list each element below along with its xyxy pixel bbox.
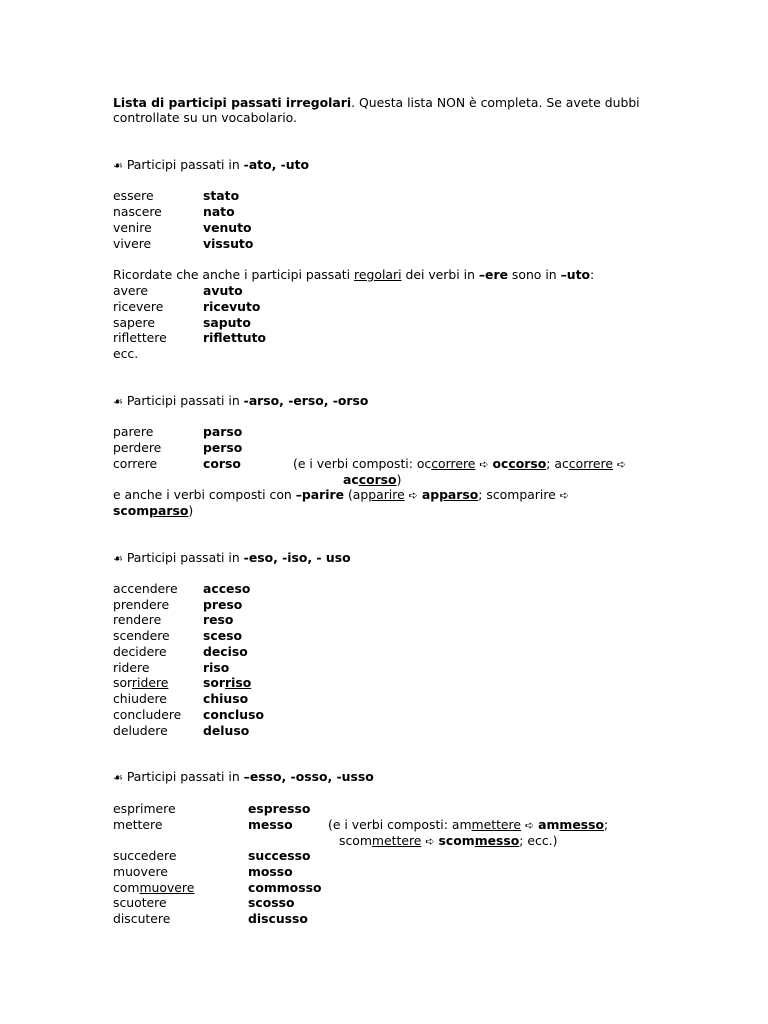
- verb-infinitive: parere: [113, 424, 154, 439]
- verb-infinitive: nascere: [113, 204, 162, 219]
- verb-participle: scosso: [248, 895, 295, 910]
- verb-infinitive: perdere: [113, 440, 162, 455]
- verb-infinitive: accendere: [113, 581, 178, 596]
- verb-infinitive: prendere: [113, 597, 170, 612]
- regular-note: Ricordate che anche i participi passati regolari dei verbi in –ere sono in –uto:: [113, 267, 595, 282]
- verb-participle: stato: [203, 188, 240, 203]
- verb-participle: chiuso: [203, 691, 249, 706]
- parire-note-line-2: scomparso): [113, 503, 194, 518]
- verb-infinitive: essere: [113, 188, 154, 203]
- verb-infinitive: ricevere: [113, 299, 164, 314]
- composti-note-line-2: accorso): [343, 472, 402, 487]
- mettere-composti-line-1: (e i verbi composti: ammettere ➪ ammesso;: [328, 817, 609, 832]
- verb-infinitive: deludere: [113, 723, 168, 738]
- verb-participle: successo: [248, 848, 311, 863]
- verb-participle: ricevuto: [203, 299, 261, 314]
- verb-infinitive: discutere: [113, 911, 171, 926]
- verb-infinitive: decidere: [113, 644, 167, 659]
- verb-participle: sceso: [203, 628, 243, 643]
- arrow-icon: ➪: [616, 458, 627, 471]
- verb-participle: espresso: [248, 801, 311, 816]
- intro-line-2: [113, 110, 297, 125]
- verb-infinitive: mettere: [113, 817, 163, 832]
- verb-participle: venuto: [203, 220, 252, 235]
- section-heading-esso: ☙ Participi passati in –esso, -osso, -usso: [113, 769, 374, 784]
- verb-participle: concluso: [203, 707, 264, 722]
- verb-participle: riso: [203, 660, 230, 675]
- verb-infinitive: sapere: [113, 315, 155, 330]
- verb-participle: messo: [248, 817, 293, 832]
- verb-infinitive: muovere: [113, 864, 168, 879]
- verb-infinitive: correre: [113, 456, 158, 471]
- arrow-icon: ➪: [559, 489, 569, 502]
- verb-infinitive: scendere: [113, 628, 170, 643]
- mettere-composti-line-2: scommettere ➪ scommesso; ecc.): [339, 833, 558, 848]
- section-heading-ato: ☙ Participi passati in -ato, -uto: [113, 157, 310, 172]
- parire-note-line-1: e anche i verbi composti con –parire (apparire ➪ apparso; scomparire ➪: [113, 487, 569, 502]
- verb-infinitive: rendere: [113, 612, 162, 627]
- intro-text-2: controllate su un vocabolario.: [113, 110, 297, 125]
- fleuron-bullet-icon: ☙: [113, 395, 123, 408]
- verb-infinitive: venire: [113, 220, 152, 235]
- fleuron-bullet-icon: ☙: [113, 771, 123, 784]
- verb-infinitive: esprimere: [113, 801, 176, 816]
- verb-infinitive: scuotere: [113, 895, 167, 910]
- composti-note-line-1: (e i verbi composti: occorrere ➪ occorso; accorrere ➪: [293, 456, 627, 471]
- verb-participle: avuto: [203, 283, 243, 298]
- verb-infinitive: succedere: [113, 848, 177, 863]
- verb-infinitive: riflettere: [113, 330, 167, 345]
- arrow-icon: ➪: [479, 458, 489, 471]
- verb-participle: vissuto: [203, 236, 254, 251]
- verb-participle: corso: [203, 456, 241, 471]
- verb-infinitive: commuovere: [113, 880, 195, 895]
- arrow-icon: ➪: [524, 819, 535, 832]
- intro-text-1: . Questa lista NON è completa. Se avete dubbi: [351, 95, 640, 110]
- verb-infinitive: avere: [113, 283, 148, 298]
- verb-participle: reso: [203, 612, 234, 627]
- verb-participle: perso: [203, 440, 243, 455]
- verb-participle: parso: [203, 424, 243, 439]
- verb-infinitive: concludere: [113, 707, 182, 722]
- verb-participle: deluso: [203, 723, 250, 738]
- ecc-text: ecc.: [113, 346, 139, 361]
- verb-infinitive: sorridere: [113, 675, 169, 690]
- verb-participle: mosso: [248, 864, 293, 879]
- verb-participle: nato: [203, 204, 235, 219]
- section-heading-arso: ☙ Participi passati in -arso, -erso, -orso: [113, 393, 369, 408]
- verb-participle: riflettuto: [203, 330, 267, 345]
- section-heading-eso: ☙ Participi passati in -eso, -iso, - uso: [113, 550, 351, 565]
- verb-participle: saputo: [203, 315, 251, 330]
- verb-participle: commosso: [248, 880, 322, 895]
- verb-participle: preso: [203, 597, 243, 612]
- verb-infinitive: ridere: [113, 660, 150, 675]
- verb-participle: deciso: [203, 644, 248, 659]
- verb-infinitive: chiudere: [113, 691, 167, 706]
- arrow-icon: ➪: [425, 835, 435, 848]
- verb-infinitive: vivere: [113, 236, 152, 251]
- fleuron-bullet-icon: ☙: [113, 552, 123, 565]
- verb-participle: sorriso: [203, 675, 252, 690]
- fleuron-bullet-icon: ☙: [113, 159, 123, 172]
- arrow-icon: ➪: [408, 489, 418, 502]
- verb-participle: acceso: [203, 581, 251, 596]
- intro-title: Lista di participi passati irregolari: [113, 95, 352, 110]
- intro-line-1: [113, 95, 640, 110]
- verb-participle: discusso: [248, 911, 308, 926]
